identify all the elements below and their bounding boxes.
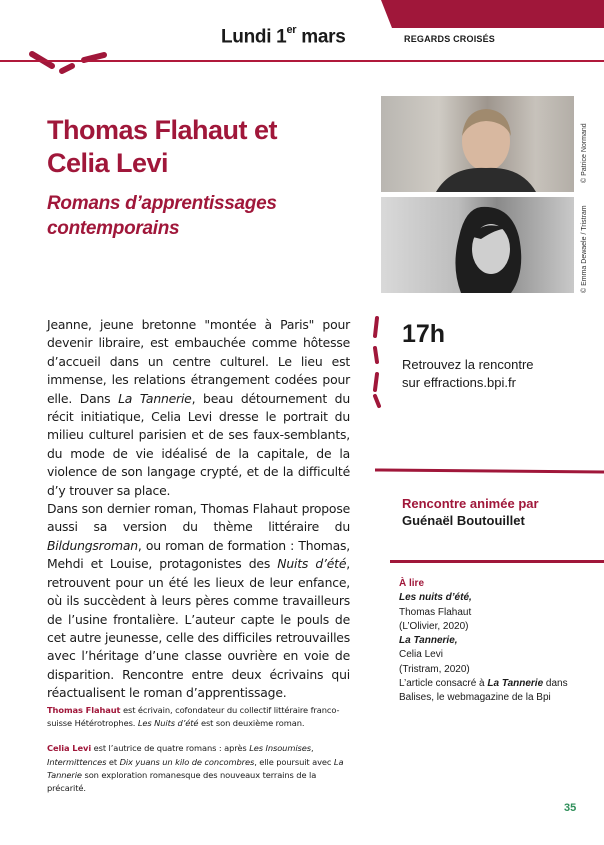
header-date: Lundi 1er mars: [221, 24, 346, 48]
reading-box-rule: [390, 560, 604, 566]
reading-list: [399, 577, 589, 706]
header-red-band: [381, 0, 604, 28]
author-photo-celia-levi: [381, 197, 574, 293]
body-paragraph: Jeanne, jeune bretonne "montée à Paris" pour devenir libraire, est embauchée comme hôtesse d’accueil dans un centre culturel. Le lieu est immense, les relations étrangement codées pour elle. Dans La Tannerie, beau détournement du récit initiatique, Celia Levi dresse le portrait du milieu culturel parisien et de ses faux-semblants, du mode de vie idéalisé de la capitale, de la violence de son langage crypté, et de la difficulté d’y trouver sa place.: [47, 317, 350, 498]
photo-credit-1: © Patrice Normand: [581, 123, 588, 183]
header-rule: [0, 60, 604, 62]
reading-list-heading: À lire: [399, 578, 425, 589]
page-number: 35: [564, 802, 577, 814]
page-title: Thomas Flahaut et Celia Levi: [47, 115, 278, 178]
dash-mark: [62, 66, 72, 71]
sidebar-decoration: [365, 310, 604, 480]
body-paragraph: Dans son dernier roman, Thomas Flahaut propose aussi sa version du thème littéraire du Bildungsroman, ou roman de formation : Thomas, Mehdi et Louise, protagonistes des Nuits d’été, retrouvent pour un été les lieux de leur enfance, où ils succèdent à leurs pères comme travailleurs de l’usine frontalière. L’auteur capte le pouls de cet autre jeunesse, celle des difficiles retrouvailles avec l’héritage d’une classe ouvrière en voie de disparition. Rencontre entre deux écrivains qui réactualisent le roman d’apprentissage.: [47, 501, 350, 701]
header-section: REGARDS CROISÉS: [404, 34, 496, 44]
article-reference: L’article consacré à La Tannerie dans Balises, le webmagazine de la Bpi: [399, 678, 568, 704]
photo-credit-2: © Emma Dewaele / Tristram: [581, 205, 588, 293]
replay-link[interactable]: sur effractions.bpi.fr: [402, 375, 516, 390]
moderator-name: Guénaël Boutouillet: [402, 513, 525, 528]
event-time: 17h: [402, 320, 446, 348]
author-bios: [47, 704, 350, 807]
book-title: Les nuits d’été,: [399, 592, 472, 604]
bio-thomas-flahaut: Thomas Flahaut est écrivain, cofondateur du collectif littéraire franco-suisse Hétérotrophes. Les Nuits d’été est son deuxième roman.: [47, 705, 340, 729]
portrait-woman-image: [381, 197, 574, 293]
book-author: Celia Levi: [399, 649, 443, 661]
book-author: Thomas Flahaut: [399, 606, 472, 618]
bio-celia-levi: Celia Levi est l’autrice de quatre romans : après Les Insoumises, Intermittences et Dix yuans un kilo de concombres, elle poursuit avec La Tannerie son exploration romanesque des nouveaux terrains de la précarité.: [47, 743, 344, 794]
moderator-label: Rencontre animée par: [402, 496, 539, 511]
author-photo-thomas-flahaut: [381, 96, 574, 192]
portrait-man-image: [381, 96, 574, 192]
page-subtitle: Romans d’apprentissages contemporains: [47, 193, 277, 239]
book-publisher: (L’Olivier, 2020): [399, 620, 469, 632]
book-title: La Tannerie,: [399, 635, 458, 647]
replay-info: Retrouvez la rencontre sur effractions.bpi.fr: [402, 356, 582, 392]
book-publisher: (Tristram, 2020): [399, 663, 470, 675]
article-body: [47, 316, 350, 703]
